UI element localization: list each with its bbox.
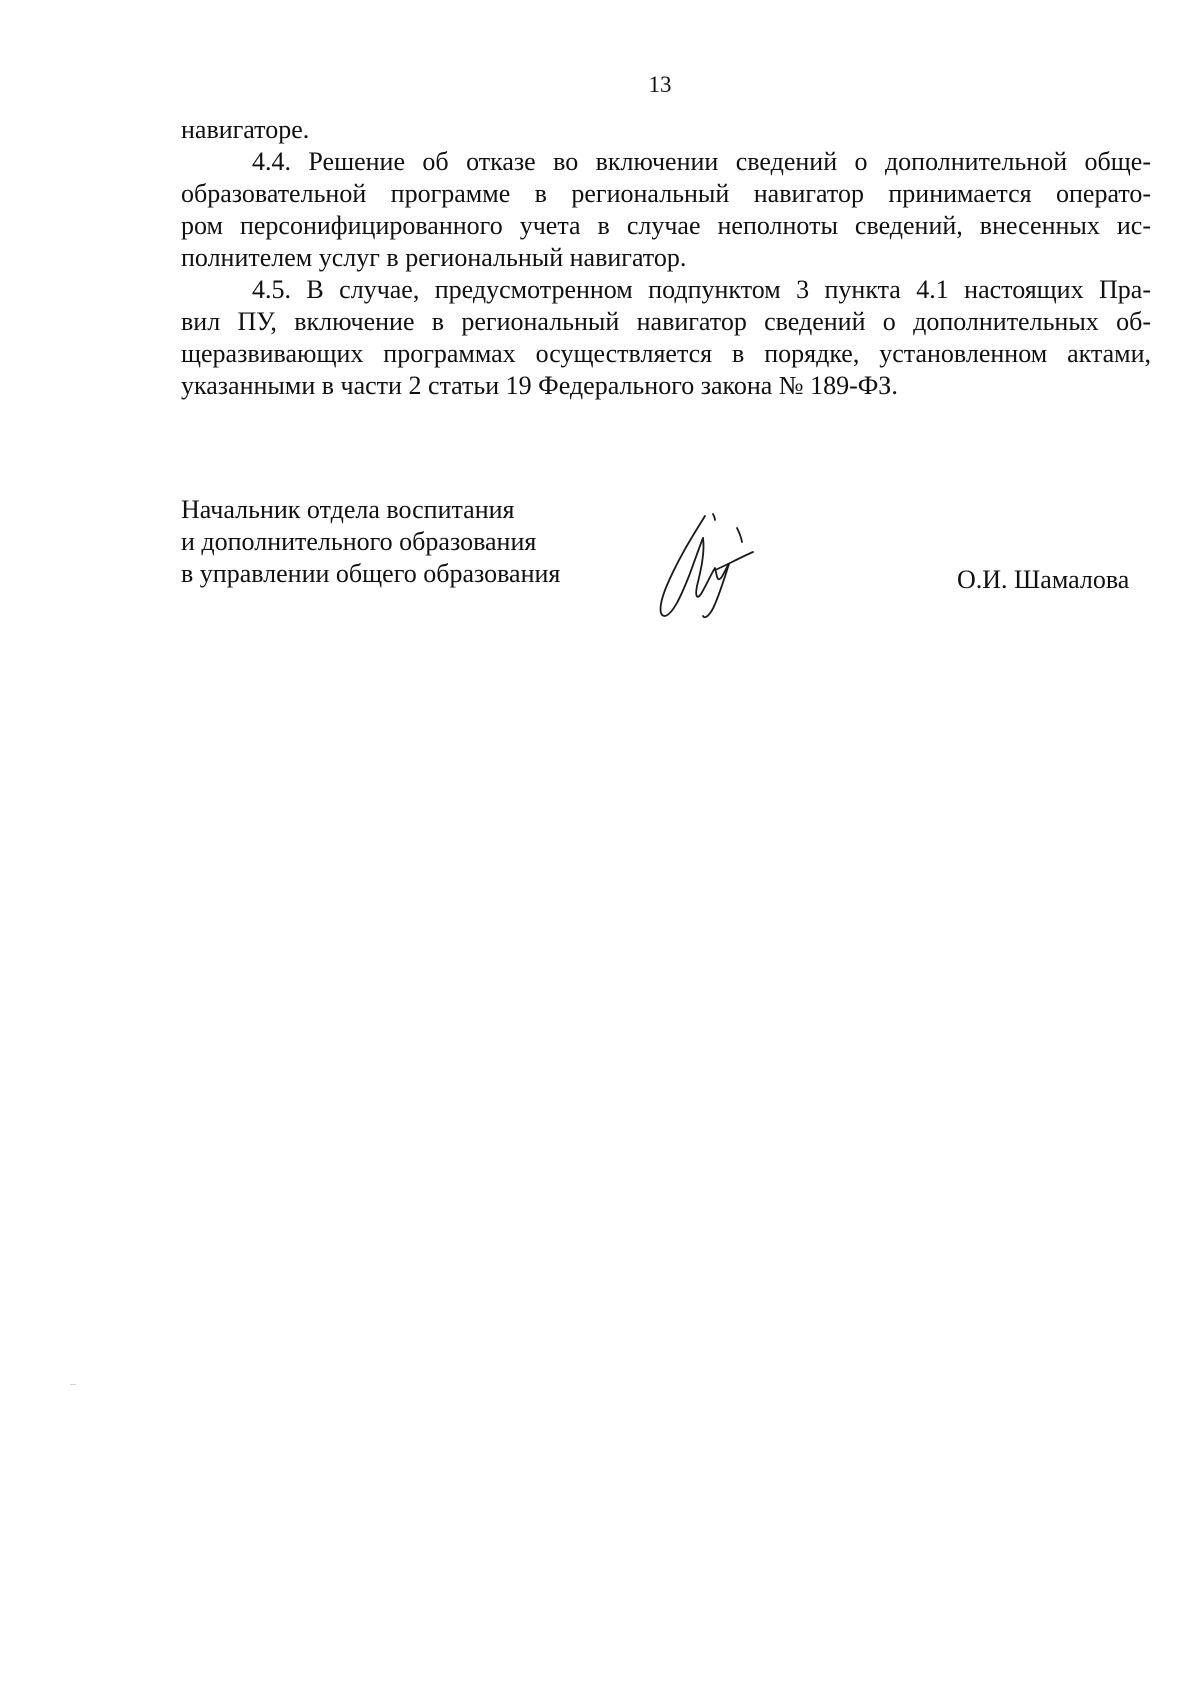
signatory-position [181,494,560,590]
position-line: Начальник отдела воспитания [181,495,515,524]
paragraph-4-5-line-3: щеразвивающих программах осуществляется в порядке, установленном актами, [181,339,1151,368]
paragraph-4-5-line-1: 4.5. В случае, предусмотренном подпунктом 3 пункта 4.1 настоящих Пра- [252,275,1151,304]
paragraph-4-5-line-2: вил ПУ, включение в региональный навигатор сведений о дополнительных об- [181,307,1151,336]
text-line: навигаторе. [181,115,310,144]
scan-speck [70,1384,76,1385]
paragraph-4-4-line-3: ром персонифицированного учета в случае неполноты сведений, внесенных ис- [181,211,1151,240]
position-line: и дополнительного образования [181,527,537,556]
handwritten-signature [655,512,765,622]
document-body [181,114,1151,402]
page-number: 13 [648,72,672,97]
signatory-name: О.И. Шамалова [957,565,1130,594]
position-line: в управлении общего образования [181,559,561,588]
paragraph-4-4-line-2: образовательной программе в региональный навигатор принимается операто- [181,179,1151,208]
paragraph-4-5-line-4: указанными в части 2 статьи 19 Федерального закона № 189-ФЗ. [181,371,898,400]
paragraph-4-4-line-1: 4.4. Решение об отказе во включении сведений о дополнительной обще- [252,147,1151,176]
paragraph-4-4-line-4: полнителем услуг в региональный навигатор. [181,243,687,272]
